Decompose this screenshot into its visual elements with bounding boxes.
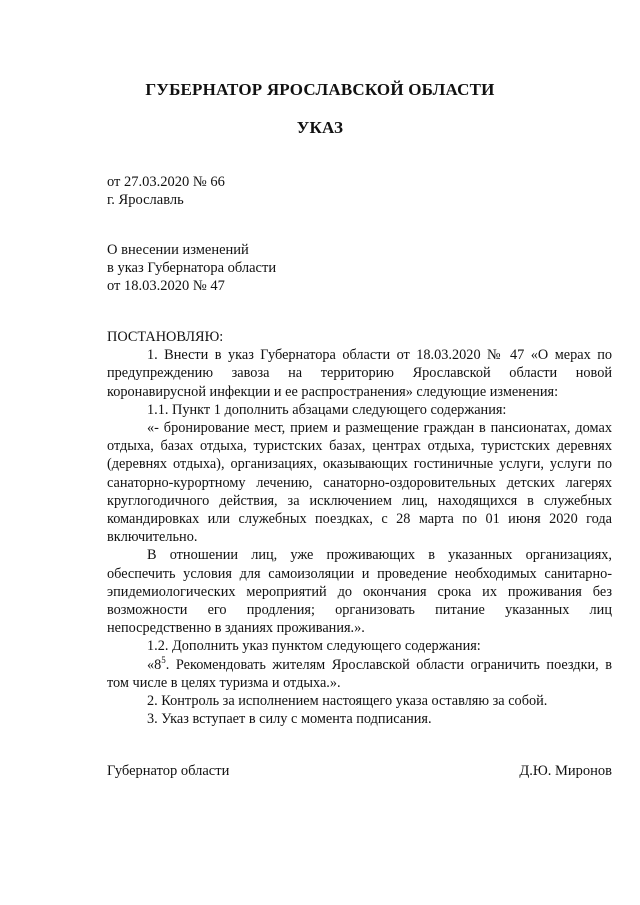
clause-2: 2. Контроль за исполнением настоящего указа оставляю за собой. (147, 693, 548, 710)
subject-line-2: в указ Губернатора области (107, 260, 277, 276)
clause-1-2-paragraph (107, 656, 612, 692)
clause-1-1-paragraph-b: В отношении лиц, уже проживающих в указанных организациях, обеспечить условия для самоизоляции и проведение необходимых санитарно-эпидемиологических мероприятий до окончания срока их проживания без возможности его продления; организовать питание указанных лиц непосредственно в зданиях проживания.». (107, 547, 612, 637)
date-number-line: от 27.03.2020 № 66 (107, 174, 225, 190)
clause-8-5-number: «8 (147, 656, 162, 673)
clause-1-1: 1.1. Пункт 1 дополнить абзацами следующего содержания: (147, 401, 507, 418)
decree-word: ПОСТАНОВЛЯЮ: (107, 329, 224, 345)
clause-3: 3. Указ вступает в силу с момента подписания. (147, 711, 432, 728)
signatory-position: Губернатор области (107, 763, 230, 779)
clause-superscript: 5 (161, 654, 166, 665)
signatory-name: Д.Ю. Миронов (519, 763, 612, 779)
document-type-heading: УКАЗ (296, 118, 344, 137)
clause-1-2: 1.2. Дополнить указ пунктом следующего содержания: (147, 638, 481, 655)
issuing-authority-heading: ГУБЕРНАТОР ЯРОСЛАВСКОЙ ОБЛАСТИ (145, 80, 495, 99)
clause-1-1-paragraph-a: «- бронирование мест, прием и размещение граждан в пансионатах, домах отдыха, базах отдыха, туристских базах, центрах отдыха, туристских деревнях (деревнях отдыха), организациях, оказывающих гостиничные услуги, услуги по санаторно-курортному лечению, санаторно-оздоровительных детских лагерях круглогодичного действия, за исключением лиц, находящихся в служебных командировках или служебных поездках, с 28 марта по 01 июня 2020 года включительно. (107, 420, 612, 546)
subject-line-3: от 18.03.2020 № 47 (107, 278, 225, 294)
clause-8-5-text: . Рекомендовать жителям Ярославской области ограничить поездки, в том числе в целях туризма и отдыха.». (107, 656, 612, 691)
city-line: г. Ярославль (107, 192, 184, 208)
subject-line-1: О внесении изменений (107, 242, 249, 258)
decree-body (107, 328, 612, 728)
clause-1: 1. Внести в указ Губернатора области от 18.03.2020 № 47 «О мерах по предупреждению завоза на территорию Ярославской области новой коронавирусной инфекции и ее распространения» следующие изменения: (107, 347, 612, 400)
